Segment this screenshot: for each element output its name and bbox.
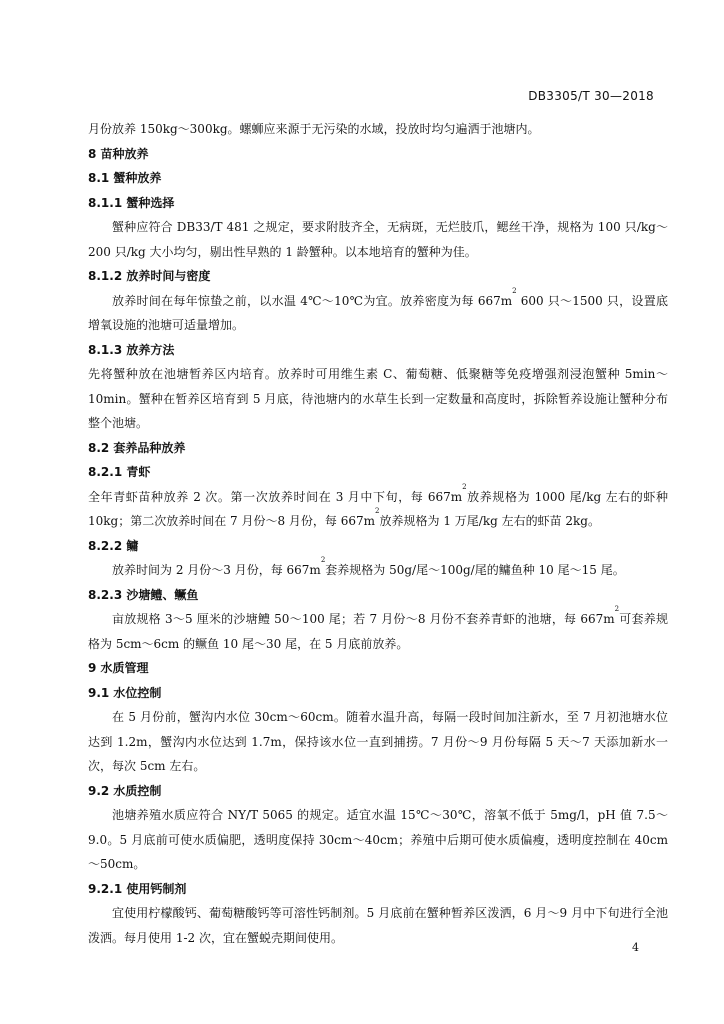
document-id-header: DB3305/T 30—2018 [528, 89, 654, 103]
section-heading-8: 8 苗种放养 [88, 146, 149, 161]
section-heading-8-1: 8.1 蟹种放养 [88, 171, 162, 185]
section-heading-9: 9 水质管理 [88, 661, 149, 675]
section-heading-8-2-1: 8.2.1 青虾 [88, 465, 151, 479]
section-heading-8-2: 8.2 套养品种放养 [88, 440, 186, 455]
paragraph-8-1-3: 先将蟹种放在池塘暂养区内培育。放养时可用维生素 C、葡萄糖、低聚糖等免疫增强剂浸泡蟹种 5min～10min。蟹种在暂养区培育到 5 月底，待池塘内的水草生长到一定数量和高度时，拆除暂养设施让蟹种分布整个池塘。 [88, 367, 668, 430]
paragraph-8-2-3: 亩放规格 3～5 厘米的沙塘鳢 50～100 尾；若 7 月份～8 月份不套养青虾的池塘，每 $667m^2$可套养规格为 5cm～6cm 的鳜鱼 10 尾～30 尾，在 5 月底前放养。 [88, 605, 668, 651]
superscript: 2 [512, 286, 517, 295]
section-heading-9-1: 9.1 水位控制 [88, 685, 162, 700]
section-heading-8-1-2: 8.1.2 放养时间与密度 [88, 269, 211, 283]
document-body [88, 117, 668, 950]
paragraph-9-2: 池塘养殖水质应符合 NY/T 5065 的规定。适宜水温 15℃～30℃，溶氧不低于 5mg/l，pH 值 7.5～9.0。5 月底前可使水质偏肥，透明度保持 30cm～40cm；养殖中后期可使水质偏瘦，透明度控制在 40cm～50cm。 [88, 808, 668, 871]
paragraph-9-2-1: 宜使用柠檬酸钙、葡萄糖酸钙等可溶性钙制剂。5 月底前在蟹种暂养区泼洒，6 月～9 月中下旬进行全池泼洒。每月使用 1-2 次，宜在蟹蜕壳期间使用。 [88, 906, 668, 945]
paragraph-8-2-2: 放养时间为 2 月份～3 月份，每 $667m^2$套养规格为 50g/尾～100g/尾的鳙鱼种 10 尾～15 尾。 [112, 556, 625, 577]
section-heading-8-2-2: 8.2.2 鳙 [88, 538, 139, 553]
paragraph-9-1: 在 5 月份前，蟹沟内水位 30cm～60cm。随着水温升高，每隔一段时间加注新水，至 7 月初池塘水位达到 1.2m，蟹沟内水位达到 1.7m，保持该水位一直到捕捞。7 月份～9 月份每隔 5 天～7 天添加新水一次，每次 5cm 左右。 [88, 710, 668, 773]
paragraph-continued: 月份放养 150kg～300kg。螺蛳应来源于无污染的水域，投放时均匀遍洒于池塘内。 [88, 122, 540, 136]
page-number: 4 [632, 941, 639, 954]
section-heading-9-2: 9.2 水质控制 [88, 783, 162, 798]
section-heading-9-2-1: 9.2.1 使用钙制剂 [88, 881, 187, 896]
section-heading-8-1-3: 8.1.3 放养方法 [88, 342, 175, 357]
section-heading-8-2-3: 8.2.3 沙塘鳢、鳜鱼 [88, 587, 199, 602]
paragraph-8-2-1: 全年青虾苗种放养 2 次。第一次放养时间在 3 月中下旬，每 $667m^2$放养规格为 1000 尾/kg 左右的虾种 10kg；第二次放养时间在 7 月份～8 月份，每 $667m^2$放养规格为 1 万尾/kg 左右的虾苗 2kg。 [88, 482, 668, 528]
paragraph-8-1-2: 放养时间在每年惊蛰之前，以水温 4℃～10℃为宜。放养密度为每 $667m^2$ 600 只～1500 只，设置底增氧设施的池塘可适量增加。 [88, 286, 668, 332]
paragraph-8-1-1: 蟹种应符合 DB33/T 481 之规定，要求附肢齐全，无病斑，无烂肢爪，鳃丝干净，规格为 100 只/kg～200 只/kg 大小均匀，剔出性早熟的 1 龄蟹种。以本地培育的蟹种为佳。 [88, 220, 668, 259]
section-heading-8-1-1: 8.1.1 蟹种选择 [88, 195, 175, 210]
